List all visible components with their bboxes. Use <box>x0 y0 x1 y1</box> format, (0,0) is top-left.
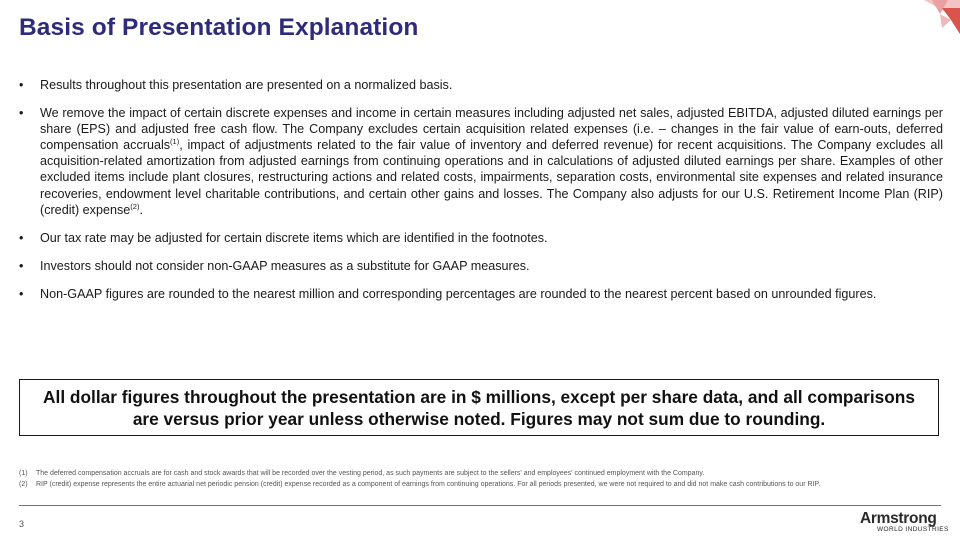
bullet-item: • Results throughout this presentation are presented on a normalized basis. <box>19 77 943 93</box>
company-logo <box>860 510 949 533</box>
bullet-item: • Investors should not consider non-GAAP measures as a substitute for GAAP measures. <box>19 258 943 274</box>
page-title: Basis of Presentation Explanation <box>19 14 419 41</box>
logo-tagline: WORLD INDUSTRIES <box>877 526 949 533</box>
footnote: (2) RIP (credit) expense represents the entire actuarial net periodic pension (credit) expense recorded as a component of earnings from continuing operations. For all periods presented, we were not required to and did not make cash contributions to our RIP. <box>19 481 821 488</box>
bullet-item: • We remove the impact of certain discrete expenses and income in certain measures including adjusted net sales, adjusted EBITDA, adjusted diluted earnings per share (EPS) and adjusted free cash flow. The Company excludes certain acquisition related expenses (i.e. – changes in the fair value of earn-outs, deferred compensation accruals$^{(1)}$, impact of adjustments related to the fair value of inventory and deferred revenue) for recent acquisitions. The Company excludes all acquisition-related amortization from adjusted earnings from continuing operations and in calculations of adjusted diluted earnings per share. Examples of other excluded items include plant closures, restructuring actions and related costs, impairments, separation costs, environmental site expenses and related insurance recoveries, endowment level charitable contributions, and certain other gains and losses. The Company also adjusts for our U.S. Retirement Income Plan (RIP) (credit) expense$^{(2)}$. <box>19 105 943 218</box>
page-number: 3 <box>19 519 25 529</box>
callout-text: All dollar figures throughout the presentation are in $ millions, except per share data, and all comparisons are versus prior year unless otherwise noted. Figures may not sum due to rounding. <box>43 386 915 429</box>
footer-divider <box>19 505 941 506</box>
bullet-item: • Non-GAAP figures are rounded to the nearest million and corresponding percentages are rounded to the nearest percent based on unrounded figures. <box>19 286 943 302</box>
callout-box <box>19 379 939 436</box>
bullet-item: • Our tax rate may be adjusted for certain discrete items which are identified in the footnotes. <box>19 230 943 246</box>
bullet-list <box>19 77 943 314</box>
footnote-ref: (2) <box>130 201 140 211</box>
footnote-ref: (1) <box>170 137 180 147</box>
logo-name: Armstrong <box>860 510 937 527</box>
footnotes <box>19 468 944 490</box>
footnote: (1) The deferred compensation accruals are for cash and stock awards that will be recorded over the vesting period, as such payments are subject to the sellers' and employees' continued employment with the Company. <box>19 470 705 477</box>
corner-decoration-icon <box>910 0 960 42</box>
